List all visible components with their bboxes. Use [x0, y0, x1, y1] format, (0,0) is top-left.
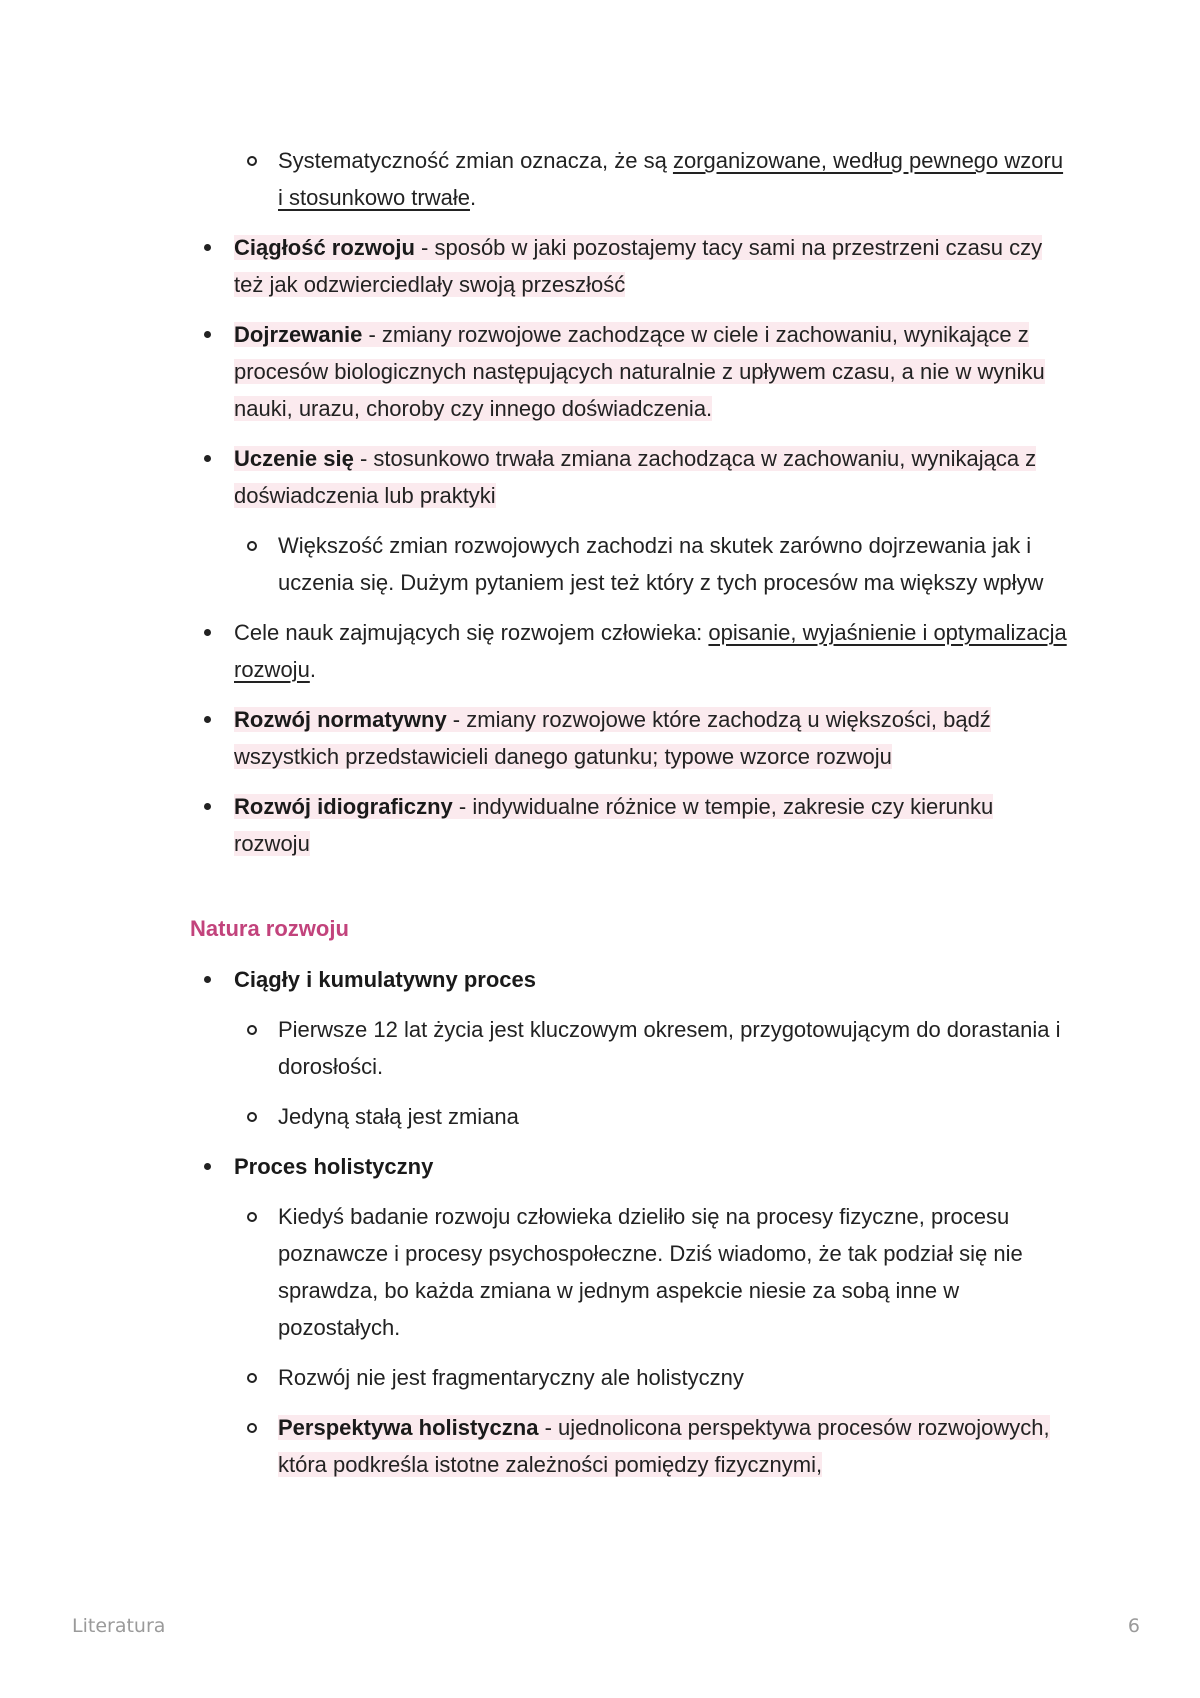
list-item-fragmentaryczny — [190, 1359, 1070, 1396]
list-item-normatywny — [190, 701, 1070, 775]
list-item-dojrzewanie — [190, 316, 1070, 427]
list-item-systematycznosc — [190, 142, 1070, 216]
item-text: Systematyczność zmian oznacza, że są — [278, 148, 673, 173]
footer-title: Literatura — [72, 1615, 166, 1637]
definition: - zmiany rozwojowe które zachodzą u większości, bądź wszystkich przedstawicieli danego gatunku; typowe wzorce rozwoju — [234, 707, 991, 769]
term: Rozwój idiograficzny — [234, 794, 453, 819]
definition: - sposób w jaki pozostajemy tacy sami na przestrzeni czasu czy też jak odzwierciedlały swoją przeszłość — [234, 235, 1043, 297]
item-text: Większość zmian rozwojowych zachodzi na skutek zarówno dojrzewania jak i uczenia się. Dużym pytaniem jest też który z tych procesów ma większy wpływ — [278, 533, 1044, 595]
list-item-kiedys — [190, 1198, 1070, 1346]
term: Ciągły i kumulatywny proces — [234, 967, 536, 992]
item-text: Cele nauk zajmujących się rozwojem człowieka: — [234, 620, 709, 645]
list-item-cele — [190, 614, 1070, 688]
list-item-jedyna — [190, 1098, 1070, 1135]
term: Perspektywa holistyczna — [278, 1415, 539, 1440]
term: Proces holistyczny — [234, 1154, 434, 1179]
item-text: Kiedyś badanie rozwoju człowieka dzieliło się na procesy fizyczne, procesu poznawcze i procesy psychospołeczne. Dziś wiadomo, że tak podział się nie sprawdza, bo każda zmiana w jednym aspekcie niesie za sobą inne w pozostałych. — [278, 1204, 1023, 1340]
term: Dojrzewanie — [234, 322, 363, 347]
definition: - zmiany rozwojowe zachodzące w ciele i zachowaniu, wynikające z procesów biologicznych następujących naturalnie z upływem czasu, a nie w wyniku nauki, urazu, choroby czy innego doświadczenia. — [234, 322, 1045, 421]
list-item-pierwsze — [190, 1011, 1070, 1085]
item-text: Pierwsze 12 lat życia jest kluczowym okresem, przygotowującym do dorastania i dorosłości. — [278, 1017, 1061, 1079]
underlined-text: zorganizowane, według pewnego wzoru i stosunkowo trwałe — [278, 148, 1064, 210]
list-item-idiograficzny — [190, 788, 1070, 862]
natura-list — [190, 961, 1070, 1483]
section-heading: Natura rozwoju — [190, 916, 349, 941]
term: Rozwój normatywny — [234, 707, 447, 732]
item-text: . — [309, 657, 316, 682]
page-content — [190, 142, 1070, 1496]
item-text: Jedyną stałą jest zmiana — [278, 1104, 519, 1129]
definitions-list — [190, 142, 1070, 862]
page-number: 6 — [1127, 1615, 1140, 1637]
definition: - stosunkowo trwała zmiana zachodząca w zachowaniu, wynikająca z doświadczenia lub praktyki — [234, 446, 1037, 508]
item-text: . — [469, 185, 477, 210]
term: Uczenie się — [234, 446, 354, 471]
definition: - indywidualne różnice w tempie, zakresie czy kierunku rozwoju — [234, 794, 994, 856]
underlined-text: opisanie, wyjaśnienie i optymalizacja rozwoju — [234, 620, 1067, 682]
list-item-perspektywa — [190, 1409, 1070, 1483]
list-item-ciagly — [190, 961, 1070, 998]
list-item-holistyczny — [190, 1148, 1070, 1185]
list-item-uczenie — [190, 440, 1070, 514]
item-text: Rozwój nie jest fragmentaryczny ale holistyczny — [278, 1365, 744, 1390]
term: Ciągłość rozwoju — [234, 235, 415, 260]
list-item-ciaglosc — [190, 229, 1070, 303]
definition: - ujednolicona perspektywa procesów rozwojowych, która podkreśla istotne zależności pomiędzy fizycznymi, — [278, 1415, 1050, 1477]
list-item-wiekszosc — [190, 527, 1070, 601]
